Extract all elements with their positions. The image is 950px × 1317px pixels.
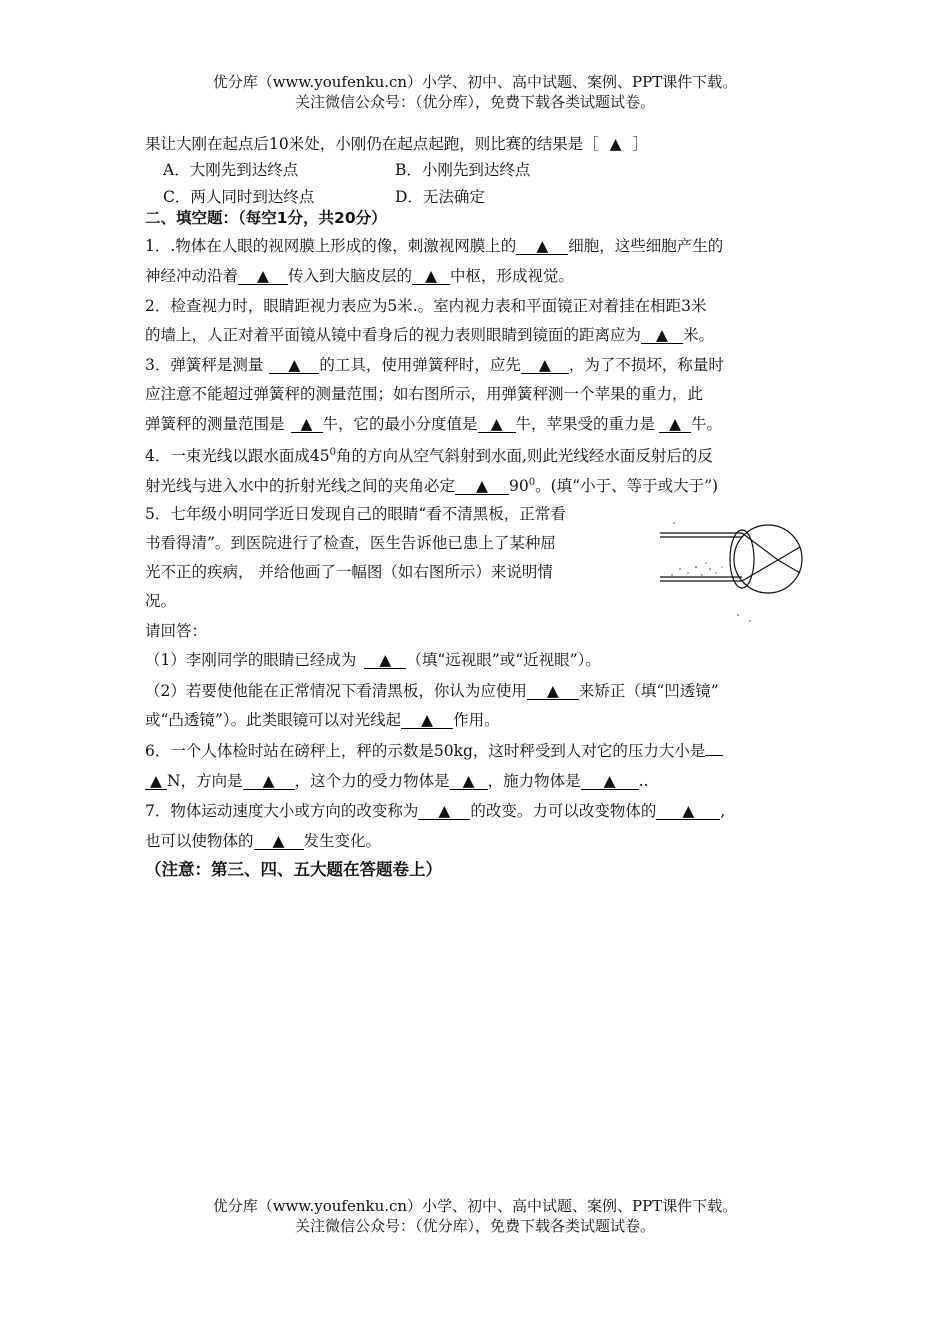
blank[interactable]: ▲	[455, 477, 509, 495]
q1-text: 1．.物体在人眼的视网膜上形成的像，刺激视网膜上的	[145, 237, 517, 255]
q3-text: 牛，苹果受的重力是	[515, 415, 656, 433]
q5-line-1: 5．七年级小明同学近日发现自己的眼睛“看不清黑板，正常看	[145, 505, 566, 523]
blank[interactable]: ▲	[581, 772, 639, 790]
q7-text: 发生变化。	[303, 832, 382, 850]
q3-line-2: 应注意不能超过弹簧秤的测量范围；如右图所示，用弹簧秤测一个苹果的重力，此	[145, 385, 704, 403]
prev-stem-text: 果让大刚在起点后10米处，小刚仍在起点起跑，则比赛的结果是［	[145, 135, 599, 153]
blank-start[interactable]	[705, 755, 723, 756]
q2-line-2	[145, 325, 714, 345]
option-d: D．无法确定	[395, 188, 485, 206]
q6-line-2	[145, 771, 648, 791]
note-line: （注意：第三、四、五大题在答题卷上）	[145, 860, 442, 879]
q2-text: 的墙上，人正对着平面镜从镜中看身后的视力表则眼睛到镜面的距离应为	[145, 326, 642, 344]
q4-text: 角的方向从空气斜射到水面,则此光线经水面反射后的反	[335, 447, 713, 466]
option-b: B．小刚先到达终点	[395, 161, 531, 179]
q3-text: 3．弹簧秤是测量	[145, 356, 264, 374]
q7-text: 的改变。力可以改变物体的	[470, 802, 657, 820]
blank[interactable]: ▲	[641, 326, 683, 344]
prev-question-stem	[145, 134, 648, 154]
blank[interactable]: ▲	[450, 772, 488, 790]
q6-text: ..	[638, 772, 649, 790]
q4-text: 4．一束光线以跟水面成45	[145, 447, 330, 466]
q6-text: 6．一个人体检时站在磅秤上，秤的示数是50kg，这时秤受到人对它的压力大小是	[145, 742, 706, 760]
q5-sub-1	[145, 650, 601, 670]
myopia-eye-diagram	[650, 503, 810, 625]
q4-line-2	[145, 473, 718, 496]
blank[interactable]: ▲	[521, 356, 569, 374]
blank[interactable]: ▲	[291, 415, 323, 433]
q3-text: 牛，它的最小分度值是	[322, 415, 478, 433]
q5-text: （2）若要使他能在正常情况下看清黑板，你认为应使用	[145, 682, 527, 700]
q7-text: 7．物体运动速度大小或方向的改变称为	[145, 802, 419, 820]
q5-sub-2-cont	[145, 710, 500, 730]
q2-line-1: 2．检查视力时，眼睛距视力表应为5米.。室内视力表和平面镜正对着挂在相距3米	[145, 297, 707, 315]
q7-line-2	[145, 831, 381, 851]
blank-end[interactable]: ▲	[145, 772, 167, 790]
section-2-title: 二、填空题：（每空1分，共20分）	[145, 209, 387, 227]
q3-text: 弹簧秤的测量范围是	[145, 415, 285, 433]
blank[interactable]: ▲	[254, 832, 304, 850]
option-a: A．大刚先到达终点	[163, 161, 299, 179]
blank[interactable]: ▲	[401, 711, 453, 729]
q1-text: 细胞，这些细胞产生的	[568, 237, 724, 255]
q4-line-1	[145, 443, 713, 466]
degree-sup: 0	[329, 447, 336, 458]
q5-line-4: 况。	[145, 592, 177, 610]
q5-text: 作用。	[453, 711, 500, 729]
q6-text: ，这个力的受力物体是	[294, 772, 450, 790]
q4-text: 。(填“小于、等于或大于”)	[535, 477, 719, 496]
blank[interactable]: ▲	[269, 356, 319, 374]
refracted-ray-top	[742, 533, 778, 560]
q3-text: 牛。	[691, 415, 723, 433]
blank[interactable]: ▲	[418, 802, 470, 820]
q1-text: 神经冲动沿着	[145, 267, 239, 285]
q6-text: ，施力物体是	[487, 772, 581, 790]
q5-text: 或“凸透镜”）。此类眼镜可以对光线起	[145, 711, 402, 729]
blank[interactable]: ▲	[364, 651, 406, 669]
q6-text: N，方向是	[167, 772, 243, 790]
option-row-1	[163, 160, 530, 180]
q5-text: （填“远视眼”或“近视眼”）。	[406, 651, 601, 669]
q5-line-3: 光不正的疾病， 并给他画了一幅图（如右图所示）来说明情	[145, 563, 553, 581]
diverging-ray-bottom	[778, 560, 800, 573]
blank[interactable]: ▲	[656, 802, 720, 820]
blank[interactable]: ▲	[516, 237, 568, 255]
q5-prompt: 请回答：	[145, 622, 208, 640]
q2-text: 米。	[683, 326, 715, 344]
q7-line-1	[145, 801, 725, 821]
header-line-2: 关注微信公众号：（优分库），免费下载各类试题试卷。	[294, 93, 655, 111]
q4-text: 90	[509, 477, 529, 496]
option-c: C．两人同时到达终点	[163, 188, 315, 206]
footer-line-1: 优分库（www.youfenku.cn）小学、初中、高中试题、案例、PPT课件下载。	[212, 1197, 738, 1215]
diverging-ray-top	[778, 547, 800, 560]
blank[interactable]: ▲	[412, 267, 450, 285]
q7-text: ,	[720, 802, 726, 820]
footer-line-2: 关注微信公众号：（优分库），免费下载各类试题试卷。	[294, 1217, 655, 1235]
blank[interactable]: ▲	[243, 772, 295, 790]
q5-sub-2	[145, 681, 719, 701]
prev-stem-end: ］	[632, 135, 649, 153]
blank[interactable]: ▲	[527, 682, 579, 700]
blank[interactable]: ▲	[478, 415, 516, 433]
q1-line-2	[145, 266, 574, 286]
q3-text: ，为了不损坏，称量时	[568, 356, 724, 374]
q5-text: 来矫正（填“凹透镜”	[578, 682, 719, 700]
q6-line-1	[145, 741, 723, 761]
header-line-1: 优分库（www.youfenku.cn）小学、初中、高中试题、案例、PPT课件下载。	[212, 73, 738, 91]
degree-sup: 0	[528, 477, 536, 488]
blank[interactable]: ▲	[238, 267, 288, 285]
refracted-ray-bottom	[742, 560, 778, 581]
q3-text: 的工具，使用弹簧秤时，应先	[319, 356, 521, 374]
q5-text: （1）李刚同学的眼睛已经成为	[145, 651, 357, 669]
q5-line-2: 书看得清”。到医院进行了检查，医生告诉他已患上了某种屈	[145, 534, 556, 552]
blank[interactable]: ▲	[659, 415, 691, 433]
q7-text: 也可以使物体的	[145, 832, 254, 850]
answer-mark: ▲	[609, 135, 622, 153]
q1-text: 中枢，形成视觉。	[450, 267, 575, 285]
q4-text: 射光线与进入水中的折射光线之间的夹角必定	[145, 477, 456, 496]
q3-line-1	[145, 355, 724, 375]
q1-text: 传入到大脑皮层的	[288, 267, 413, 285]
q3-line-3	[145, 414, 722, 434]
option-row-2	[163, 187, 485, 207]
q1-line-1	[145, 236, 723, 256]
